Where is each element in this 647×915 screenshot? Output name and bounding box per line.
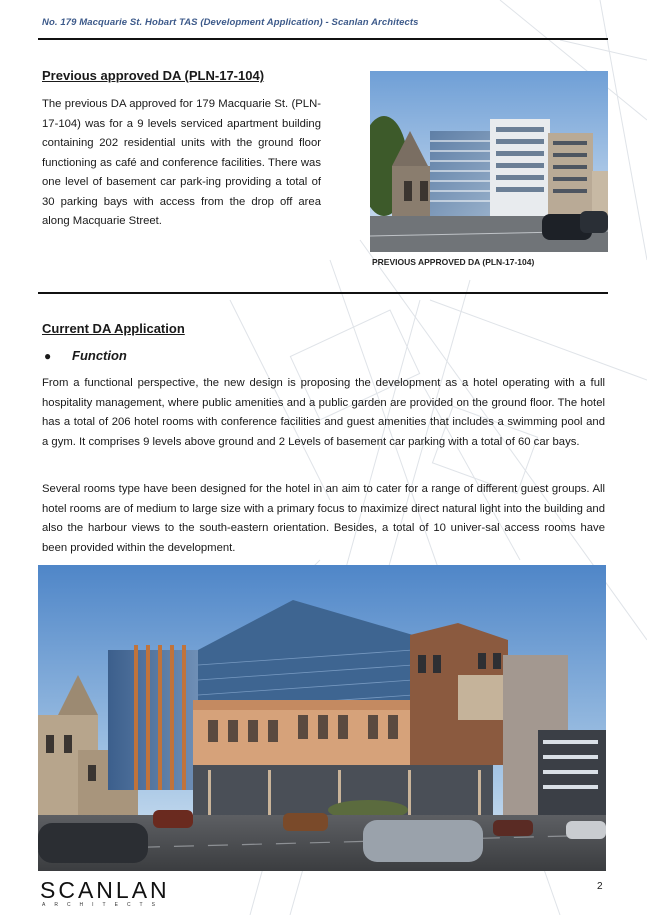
function-bullet xyxy=(44,348,127,363)
function-paragraph-1: From a functional perspective, the new design is proposing the development as a hotel operating with a full hospitality management, where public amenities and a public garden are provided on the ground floor. The hotel has a total of 206 hotel rooms with conference facilities and guest amenities that includes a swimming pool and a gym. It comprises 9 levels above ground and 2 Levels of basement car parking with a total of 60 car bays. xyxy=(42,377,605,448)
header-rule xyxy=(38,38,608,40)
running-header: No. 179 Macquarie St. Hobart TAS (Development Application) - Scanlan Architects xyxy=(42,17,419,28)
function-label: Function xyxy=(72,348,127,363)
previous-da-body: The previous DA approved for 179 Macquarie St. (PLN-17-104) was for a 9 levels serviced apartment building containing 202 residential units with the ground floor functioning as café and conference facilities. There was one level of basement car park-ing providing a total of 30 parking bays with access from the drop off area along Macquarie Street. xyxy=(42,98,321,227)
previous-da-render-image xyxy=(370,71,608,252)
previous-da-heading: Previous approved DA (PLN-17-104) xyxy=(42,68,265,83)
current-da-render-image xyxy=(38,565,606,871)
logo-wordmark: SCANLAN xyxy=(40,877,170,903)
logo-subtitle: ARCHITECTS xyxy=(42,902,164,908)
scanlan-logo xyxy=(40,877,170,908)
section-rule xyxy=(38,292,608,294)
bullet-icon: ● xyxy=(44,348,52,363)
function-paragraph-2: Several rooms type have been designed for the hotel in an aim to cater for a range of different guest groups. All hotel rooms are of medium to large size with a primary focus to maximize direct natural light into the building and also the harbour views to the south-eastern orientation. Besides, a total of 10 univer-sal access rooms have been provided within the development. xyxy=(42,483,605,554)
previous-da-caption: PREVIOUS APPROVED DA (PLN-17-104) xyxy=(372,257,535,267)
page-number: 2 xyxy=(597,881,603,892)
current-da-heading: Current DA Application xyxy=(42,321,185,336)
